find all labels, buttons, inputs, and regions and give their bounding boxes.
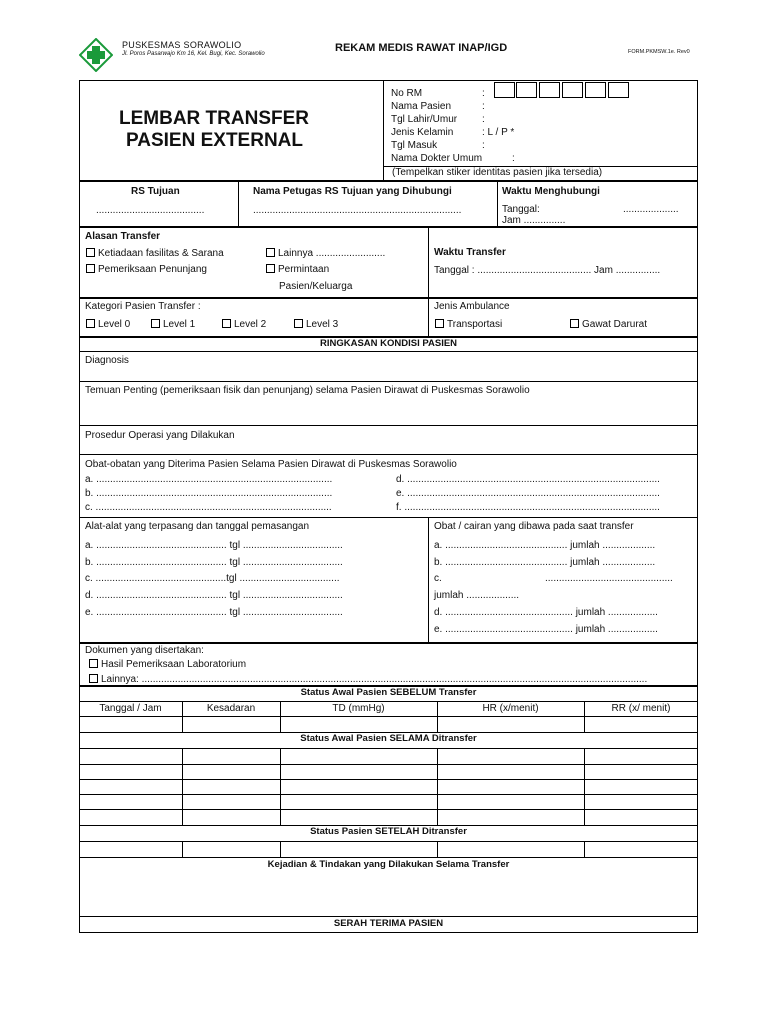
alasan-opt-fasilitas[interactable]: Ketiadaan fasilitas & Sarana (86, 248, 224, 260)
jenis-kelamin-label: Jenis Kelamin (391, 127, 454, 138)
jenis-kelamin-value: : L / P * (482, 127, 515, 138)
petugas-label: Nama Petugas RS Tujuan yang Dihubungi (253, 186, 452, 197)
checkbox-icon (222, 319, 231, 328)
no-rm-label: No RM (391, 88, 423, 99)
waktu-transfer-label: Waktu Transfer (434, 247, 506, 258)
form-title-line1: LEMBAR TRANSFER (119, 108, 309, 129)
ringkasan-title: RINGKASAN KONDISI PASIEN (319, 338, 458, 349)
sticker-note: (Tempelkan stiker identitas pasien jika tersedia) (392, 167, 603, 178)
status-selama-title: Status Awal Pasien SELAMA Ditransfer (300, 733, 477, 744)
checkbox-icon (89, 659, 98, 668)
checkbox-icon (435, 319, 444, 328)
checkbox-icon (151, 319, 160, 328)
level-2-option[interactable]: Level 2 (222, 319, 266, 331)
rs-tujuan-field[interactable]: ....................................... (96, 205, 205, 216)
form-title-line2: PASIEN EXTERNAL (126, 130, 304, 151)
obat-b-field[interactable]: b. ..................................................................................... (85, 488, 333, 499)
petugas-field[interactable]: ........................................................................... (253, 205, 462, 216)
clinic-address: Jl. Poros Pasarwajo Km 16, Kel. Bugi, Kec. Sorawolio (122, 51, 265, 57)
col-rr: RR (x/ menit) (611, 703, 671, 714)
ambulance-transportasi[interactable]: Transportasi (435, 319, 502, 331)
obat-dibawa-c-label: c. (434, 573, 442, 584)
level-1-option[interactable]: Level 1 (151, 319, 195, 331)
col-tanggal-jam: Tanggal / Jam (99, 703, 162, 714)
checkbox-icon (294, 319, 303, 328)
col-td: TD (mmHg) (332, 703, 385, 714)
obat-c-field[interactable]: c. ..................................................................................... (85, 502, 332, 513)
alat-c-field[interactable]: c. ...............................................tgl .................................... (85, 573, 340, 584)
obat-dibawa-e[interactable]: e. .............................................. jumlah .................. (434, 624, 658, 635)
nama-pasien-label: Nama Pasien (391, 101, 452, 112)
checkbox-icon (86, 319, 95, 328)
clinic-name: PUSKESMAS SORAWOLIO (122, 40, 242, 50)
tanggal-hubungi-field[interactable]: .................... (623, 204, 679, 215)
alat-label: Alat-alat yang terpasang dan tanggal pemasangan (85, 521, 310, 532)
obat-e-field[interactable]: e. ........................................................................................... (396, 488, 660, 499)
checkbox-icon (266, 264, 275, 273)
obat-dibawa-c-field[interactable]: .............................................. (545, 573, 673, 584)
tgl-lahir-label: Tgl Lahir/Umur (391, 114, 458, 125)
checkbox-icon (266, 248, 275, 257)
level-0-option[interactable]: Level 0 (86, 319, 130, 331)
tanggal-hubungi-label: Tanggal: (502, 204, 540, 215)
alasan-section (79, 227, 698, 298)
ambulance-label: Jenis Ambulance (434, 301, 510, 312)
status-sebelum-title: Status Awal Pasien SEBELUM Transfer (300, 687, 477, 698)
alasan-opt-permintaan[interactable]: Permintaan (266, 264, 329, 276)
doc-title: REKAM MEDIS RAWAT INAP/IGD (335, 42, 508, 54)
kejadian-title: Kejadian & Tindakan yang Dilakukan Selama Transfer (267, 859, 510, 870)
obat-diterima-label: Obat-obatan yang Diterima Pasien Selama Pasien Dirawat di Puskesmas Sorawolio (85, 459, 457, 470)
checkbox-icon (86, 264, 95, 273)
waktu-transfer-field[interactable]: Tanggal : ......................................... Jam ................ (434, 265, 661, 276)
temuan-label: Temuan Penting (pemeriksaan fisik dan penunjang) selama Pasien Dirawat di Puskesmas Sorawolio (85, 385, 530, 396)
dokumen-lainnya-option[interactable]: Lainnya: ...................................................................................................................................................................................... (89, 674, 647, 686)
form-code: FORM.PKMSW.1e. Rev0 (628, 49, 690, 55)
status-setelah-title: Status Pasien SETELAH Ditransfer (310, 826, 467, 837)
dokumen-label: Dokumen yang disertakan: (85, 645, 204, 656)
alat-e-field[interactable]: e. ............................................... tgl .................................... (85, 607, 343, 618)
clinic-logo (79, 38, 113, 72)
checkbox-icon (89, 674, 98, 683)
prosedur-label: Prosedur Operasi yang Dilakukan (85, 430, 235, 441)
rs-tujuan-label: RS Tujuan (131, 186, 180, 197)
col-kesadaran: Kesadaran (206, 703, 256, 714)
obat-d-field[interactable]: d. ........................................................................................... (396, 474, 660, 485)
checkbox-icon (86, 248, 95, 257)
dokumen-lab-option[interactable]: Hasil Pemeriksaan Laboratorium (89, 659, 246, 671)
obat-dibawa-c-jumlah[interactable]: jumlah ................... (434, 590, 520, 601)
alat-d-field[interactable]: d. ............................................... tgl .................................... (85, 590, 343, 601)
obat-dibawa-label: Obat / cairan yang dibawa pada saat transfer (434, 521, 634, 532)
kategori-label: Kategori Pasien Transfer : (85, 301, 201, 312)
ambulance-gawat-darurat[interactable]: Gawat Darurat (570, 319, 647, 331)
obat-dibawa-b[interactable]: b. ............................................ jumlah ................... (434, 557, 656, 568)
diagnosis-label: Diagnosis (85, 355, 129, 366)
obat-dibawa-d[interactable]: d. .............................................. jumlah .................. (434, 607, 658, 618)
alasan-opt-lainnya[interactable]: Lainnya ......................... (266, 248, 385, 260)
tgl-masuk-label: Tgl Masuk (391, 140, 438, 151)
col-hr: HR (x/menit) (482, 703, 539, 714)
waktu-menghubungi-label: Waktu Menghubungi (502, 186, 600, 197)
dokter-label: Nama Dokter Umum (391, 153, 483, 164)
serah-terima-title: SERAH TERIMA PASIEN (333, 918, 444, 929)
alasan-label: Alasan Transfer (85, 231, 161, 242)
obat-dibawa-a[interactable]: a. ............................................ jumlah ................... (434, 540, 656, 551)
jam-hubungi-field[interactable]: Jam ............... (502, 215, 566, 226)
obat-a-field[interactable]: a. ..................................................................................... (85, 474, 333, 485)
level-3-option[interactable]: Level 3 (294, 319, 338, 331)
alasan-opt-penunjang[interactable]: Pemeriksaan Penunjang (86, 264, 207, 276)
checkbox-icon (570, 319, 579, 328)
alat-a-field[interactable]: a. ............................................... tgl .................................... (85, 540, 343, 551)
alat-b-field[interactable]: b. ............................................... tgl .................................... (85, 557, 343, 568)
obat-f-field[interactable]: f. ............................................................................................ (396, 502, 660, 513)
